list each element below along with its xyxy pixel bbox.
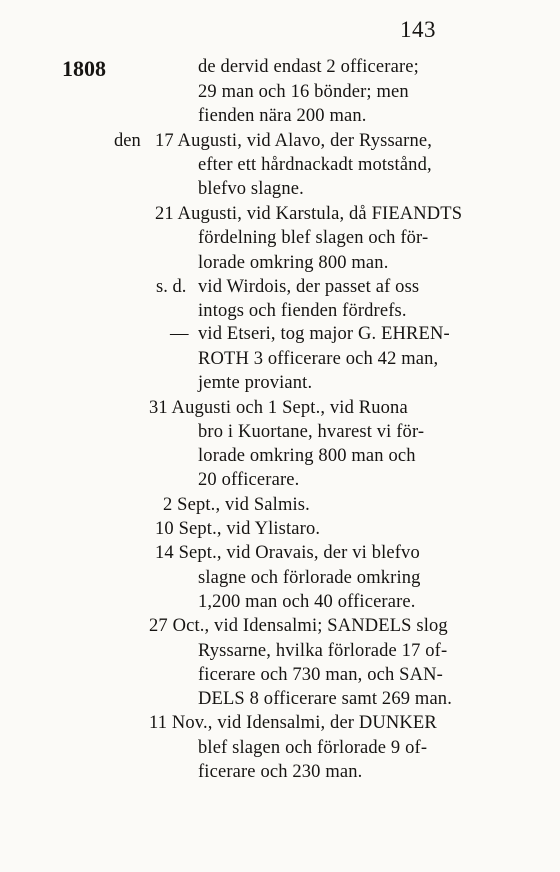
text-line: ficerare och 730 man, och SAN-: [198, 665, 443, 685]
text-line: fördelning blef slagen och för-: [198, 228, 429, 248]
page-number: 143: [400, 17, 436, 42]
text-line: Ryssarne, hvilka förlorade 17 of-: [198, 641, 448, 661]
entry-label: —: [170, 324, 189, 344]
text-line: efter ett hårdnackadt motstånd,: [198, 155, 432, 175]
entry-label: den: [114, 131, 141, 151]
text-line: 2 Sept., vid Salmis.: [163, 495, 310, 515]
text-line: intogs och fienden fördrefs.: [198, 301, 407, 321]
text-line: 11 Nov., vid Idensalmi, der DUNKER: [149, 713, 437, 733]
text-line: 14 Sept., vid Oravais, der vi blefvo: [155, 543, 420, 563]
text-line: blefvo slagne.: [198, 179, 304, 199]
text-line: 21 Augusti, vid Karstula, då FIEANDTS: [155, 204, 463, 224]
text-line: vid Etseri, tog major G. EHREN-: [198, 324, 450, 344]
text-line: 27 Oct., vid Idensalmi; SANDELS slog: [149, 616, 448, 636]
text-line: lorade omkring 800 man och: [198, 446, 416, 466]
text-line: blef slagen och förlorade 9 of-: [198, 738, 428, 758]
text-line: jemte proviant.: [198, 373, 313, 393]
text-line: 20 officerare.: [198, 470, 300, 490]
text-line: 10 Sept., vid Ylistaro.: [155, 519, 321, 539]
year-heading: 1808: [62, 56, 106, 81]
text-line: ficerare och 230 man.: [198, 762, 363, 782]
text-line: lorade omkring 800 man.: [198, 253, 389, 273]
entry-label: s. d.: [156, 277, 187, 297]
text-line: 1,200 man och 40 officerare.: [198, 592, 416, 612]
text-line: DELS 8 officerare samt 269 man.: [198, 689, 452, 709]
text-line: fienden nära 200 man.: [198, 106, 367, 126]
text-line: 29 man och 16 bönder; men: [198, 82, 409, 102]
text-line: 31 Augusti och 1 Sept., vid Ruona: [149, 398, 408, 418]
text-line: ROTH 3 officerare och 42 man,: [198, 349, 439, 369]
text-line: 17 Augusti, vid Alavo, der Ryssarne,: [155, 131, 433, 151]
text-line: vid Wirdois, der passet af oss: [198, 277, 420, 297]
text-line: bro i Kuortane, hvarest vi för-: [198, 422, 425, 442]
text-line: de dervid endast 2 officerare;: [198, 57, 419, 77]
text-line: slagne och förlorade omkring: [198, 568, 421, 588]
